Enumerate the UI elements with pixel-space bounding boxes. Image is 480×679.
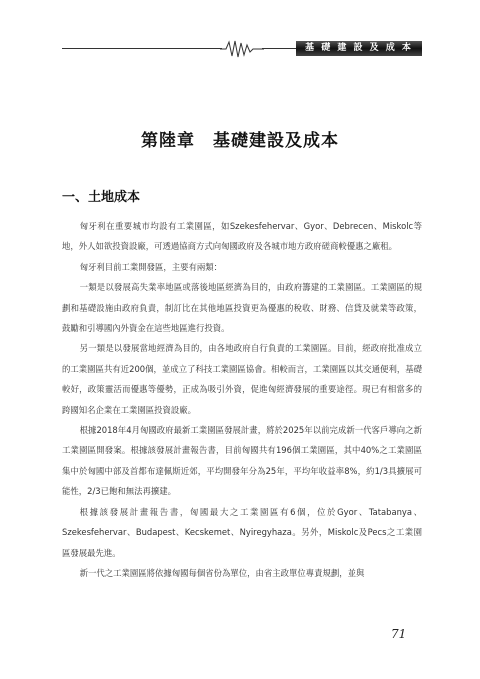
page-number: 71 — [391, 627, 407, 641]
paragraph: 根據該發展計畫報告書，匈國最大之工業園區有6個，位於Gyor、Tatabanya、Szekesfehervar、Budapest、Kecskemet、Nyiregyhaza。另外，Miskolc及Pecs之工業園區發展最先進。 — [62, 506, 422, 558]
paragraph: 根據2018年4月匈國政府最新工業園區發展計畫，將於2025年以前完成新一代客戶導向之新工業園區開發案。根據該發展計畫報告書，目前匈國共有196個工業園區，其中40%之工業園區集中於匈國中部及首都布達佩斯近郊，平均開發年分為25年，平均年收益率8%，約1/3具擴展可能性，2/3已飽和無法再擴建。 — [62, 425, 422, 497]
header-title: 基 礎 建 設 及 成 本 — [305, 43, 413, 53]
section-heading: 一、土地成本 — [62, 190, 141, 205]
header-rule-right — [262, 48, 296, 49]
paragraph: 匈牙利目前工業開發區，主要有兩類： — [79, 261, 222, 272]
heartbeat-wave-icon — [220, 38, 264, 60]
paragraph: 一類是以發展高失業率地區或落後地區經濟為目的，由政府籌建的工業園區。工業園區的規劃和基礎設施由政府負責，制訂比在其他地區投資更為優惠的稅收、財務、信貸及就業等政策，鼓勵和引導國內外資金在這些地區進行投資。 — [62, 282, 422, 334]
paragraph: 匈牙利在重要城市均設有工業園區，如Szekesfehervar、Gyor、Debrecen、Miskolc等地，外人如欲投資設廠，可透過協商方式向匈國政府及各城市地方政府磋商較優惠之廠租。 — [62, 221, 422, 252]
paragraph: 新一代之工業園區將依據匈國每個省份為單位，由省主政單位專責規劃，並與 — [79, 567, 365, 578]
header-title-band — [296, 41, 422, 56]
chapter-title: 第陸章 基礎建設及成本 — [141, 131, 339, 151]
header-rule-left — [62, 48, 222, 49]
paragraph: 另一類是以發展當地經濟為目的，由各地政府自行負責的工業園區。目前，經政府批准成立的工業園區共有近200個，並成立了科技工業園區協會。相較而言，工業園區以其交通便利，基礎較好，政策靈活而優惠等優勢，正成為吸引外資，促進匈經濟發展的重要途徑。現已有相當多的跨國知名企業在工業園區投資設廠。 — [62, 343, 422, 415]
body-text — [62, 216, 422, 583]
running-header — [0, 36, 480, 62]
